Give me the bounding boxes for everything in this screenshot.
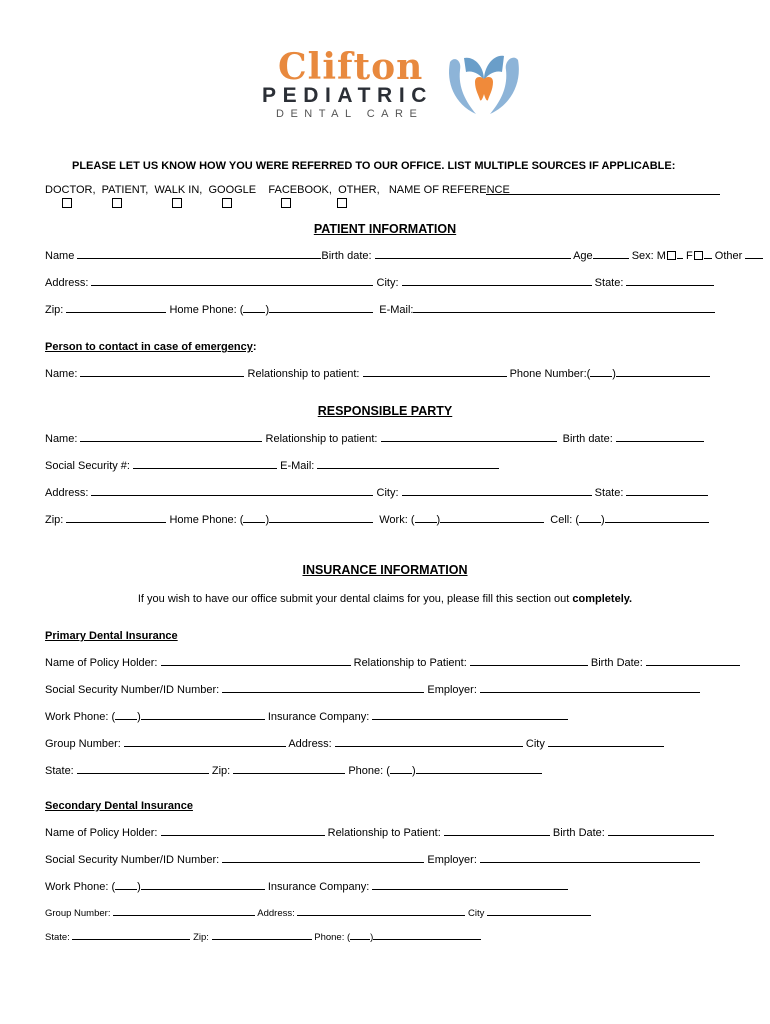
primary-employer-label: Employer: [427, 684, 477, 696]
referral-option-patient: PATIENT, [101, 184, 149, 196]
patient-age-field[interactable] [593, 248, 629, 259]
secondary-group-label: Group Number: [45, 908, 111, 919]
responsible-work-phone-field[interactable] [440, 512, 544, 523]
primary-phone-field[interactable] [416, 763, 542, 774]
patient-home-area-code-field[interactable] [243, 302, 265, 313]
primary-policy-holder-label: Name of Policy Holder: [45, 657, 158, 669]
primary-city-label: City [525, 738, 545, 750]
patient-row-3: Zip: Home Phone: ( ) E-Mail: [45, 302, 715, 317]
emergency-phone-field[interactable] [616, 366, 710, 377]
primary-area-code-field[interactable] [390, 763, 412, 774]
patient-state-field[interactable] [626, 275, 714, 286]
responsible-home-area-code-field[interactable] [243, 512, 265, 523]
responsible-zip-field[interactable] [66, 512, 166, 523]
secondary-phone-field[interactable] [373, 929, 481, 940]
secondary-employer-field[interactable] [480, 852, 700, 863]
responsible-city-label: City: [376, 487, 399, 499]
referral-options-row [45, 184, 510, 197]
responsible-cell-label: Cell: ( [550, 514, 580, 526]
secondary-policy-holder-label: Name of Policy Holder: [45, 827, 158, 839]
responsible-state-field[interactable] [626, 485, 708, 496]
responsible-work-label: Work: ( [379, 514, 415, 526]
secondary-birth-date-label: Birth Date: [552, 827, 605, 839]
hands-holding-tooth-icon [444, 52, 524, 118]
responsible-relationship-label: Relationship to patient: [265, 433, 378, 445]
responsible-row-3 [45, 485, 708, 500]
primary-birth-date-field[interactable] [646, 655, 740, 666]
patient-birth-date-label: Birth date: [321, 250, 372, 262]
primary-phone-label: Phone: ( [348, 765, 390, 777]
doctor-checkbox[interactable] [62, 198, 72, 208]
patient-city-field[interactable] [402, 275, 592, 286]
logo-dental-care-text: DENTAL CARE [276, 108, 424, 120]
responsible-relationship-field[interactable] [381, 431, 557, 442]
responsible-party-heading: RESPONSIBLE PARTY [317, 404, 453, 418]
primary-city-field[interactable] [548, 736, 664, 747]
secondary-address-field[interactable] [297, 905, 465, 916]
patient-name-field[interactable] [77, 248, 321, 259]
secondary-row-1 [45, 825, 714, 840]
secondary-relationship-field[interactable] [444, 825, 550, 836]
patient-state-label: State: [594, 277, 624, 289]
referral-option-doctor: DOCTOR, [45, 184, 96, 196]
primary-company-field[interactable] [372, 709, 568, 720]
secondary-city-label: City [468, 908, 485, 919]
reference-name-field[interactable] [486, 184, 720, 195]
insurance-note: If you wish to have our office submit your dental claims for you, please fill this section out completely. [137, 593, 633, 605]
patient-city-label: City: [376, 277, 399, 289]
google-checkbox[interactable] [222, 198, 232, 208]
secondary-area-code-field[interactable] [350, 929, 370, 940]
primary-employer-field[interactable] [480, 682, 700, 693]
responsible-row-4: Zip: Home Phone: ( ) Work: ( ) Cell: ( ) [45, 512, 709, 527]
secondary-ssn-label: Social Security Number/ID Number: [45, 854, 220, 866]
patient-email-label: E-Mail: [379, 304, 414, 316]
primary-address-field[interactable] [335, 736, 523, 747]
patient-row-1 [45, 248, 763, 263]
emergency-row: Name: Relationship to patient: Phone Number:( ) [45, 366, 710, 381]
responsible-ssn-label: Social Security #: [45, 460, 130, 472]
primary-policy-holder-field[interactable] [161, 655, 351, 666]
responsible-name-field[interactable] [80, 431, 262, 442]
secondary-policy-holder-field[interactable] [161, 825, 325, 836]
responsible-state-label: State: [594, 487, 624, 499]
secondary-employer-label: Employer: [427, 854, 477, 866]
responsible-row-2 [45, 458, 499, 473]
responsible-birth-date-field[interactable] [616, 431, 704, 442]
primary-birth-date-label: Birth Date: [590, 657, 643, 669]
patient-address-label: Address: [45, 277, 89, 289]
secondary-address-label: Address: [257, 908, 295, 919]
emergency-relationship-field[interactable] [363, 366, 507, 377]
primary-company-label: Insurance Company: [267, 711, 370, 723]
patient-home-phone-field[interactable] [269, 302, 373, 313]
secondary-work-phone-field[interactable] [141, 879, 265, 890]
responsible-ssn-field[interactable] [133, 458, 277, 469]
patient-row-2 [45, 275, 714, 290]
responsible-work-area-code-field[interactable] [415, 512, 437, 523]
primary-state-field[interactable] [77, 763, 209, 774]
patient-info-heading: PATIENT INFORMATION [313, 222, 457, 236]
primary-relationship-field[interactable] [470, 655, 588, 666]
secondary-zip-field[interactable] [212, 929, 312, 940]
responsible-email-field[interactable] [317, 458, 499, 469]
primary-zip-field[interactable] [233, 763, 345, 774]
secondary-relationship-label: Relationship to Patient: [327, 827, 441, 839]
emergency-heading-text: Person to contact in case of emergency [45, 341, 253, 353]
primary-ssn-field[interactable] [222, 682, 424, 693]
secondary-group-field[interactable] [113, 905, 255, 916]
secondary-zip-label: Zip: [193, 932, 209, 943]
referral-reference-label: NAME OF REFERENCE [388, 184, 510, 196]
patient-checkbox[interactable] [112, 198, 122, 208]
secondary-work-area-code-field[interactable] [115, 879, 137, 890]
primary-work-area-code-field[interactable] [115, 709, 137, 720]
emergency-relationship-label: Relationship to patient: [247, 368, 360, 380]
primary-insurance-heading: Primary Dental Insurance [45, 630, 178, 642]
patient-zip-field[interactable] [66, 302, 166, 313]
primary-state-label: State: [45, 765, 74, 777]
emergency-phone-label: Phone Number:( [509, 368, 591, 380]
primary-relationship-label: Relationship to Patient: [353, 657, 467, 669]
secondary-state-field[interactable] [72, 929, 190, 940]
responsible-name-label: Name: [45, 433, 78, 445]
referral-question: PLEASE LET US KNOW HOW YOU WERE REFERRED TO OUR OFFICE. LIST MULTIPLE SOURCES IF APPLICABLE: [72, 160, 676, 172]
emergency-area-code-field[interactable] [590, 366, 612, 377]
responsible-address-field[interactable] [91, 485, 373, 496]
referral-option-other: OTHER, [338, 184, 380, 196]
responsible-row-1 [45, 431, 704, 446]
sex-other-field[interactable] [745, 248, 763, 259]
secondary-insurance-heading: Secondary Dental Insurance [45, 800, 193, 812]
primary-row-2 [45, 682, 700, 697]
responsible-zip-label: Zip: [45, 514, 64, 526]
patient-email-field[interactable] [413, 302, 715, 313]
primary-row-4 [45, 736, 664, 751]
secondary-company-field[interactable] [372, 879, 568, 890]
primary-group-field[interactable] [124, 736, 286, 747]
secondary-work-phone-label: Work Phone: ( [45, 881, 116, 893]
responsible-cell-area-code-field[interactable] [579, 512, 601, 523]
clinic-logo [262, 46, 532, 126]
secondary-state-label: State: [45, 932, 70, 943]
secondary-row-3: Work Phone: ( ) Insurance Company: [45, 879, 568, 894]
logo-brand-text: Clifton [278, 46, 424, 88]
secondary-city-field[interactable] [487, 905, 591, 916]
primary-group-label: Group Number: [45, 738, 121, 750]
facebook-checkbox[interactable] [281, 198, 291, 208]
emergency-name-label: Name: [45, 368, 78, 380]
secondary-company-label: Insurance Company: [267, 881, 370, 893]
emergency-name-field[interactable] [80, 366, 244, 377]
primary-zip-label: Zip: [211, 765, 231, 777]
primary-row-3: Work Phone: ( ) Insurance Company: [45, 709, 568, 724]
primary-address-label: Address: [288, 738, 332, 750]
patient-age-label: Age [573, 250, 593, 262]
primary-work-phone-label: Work Phone: ( [45, 711, 116, 723]
primary-row-5: State: Zip: Phone: ( ) [45, 763, 542, 778]
sex-male-checkbox[interactable] [667, 251, 676, 260]
patient-home-phone-label: Home Phone: ( [169, 304, 244, 316]
primary-ssn-label: Social Security Number/ID Number: [45, 684, 220, 696]
secondary-ssn-field[interactable] [222, 852, 424, 863]
responsible-home-phone-label: Home Phone: ( [169, 514, 244, 526]
secondary-row-2 [45, 852, 700, 867]
responsible-city-field[interactable] [402, 485, 592, 496]
patient-zip-label: Zip: [45, 304, 64, 316]
patient-other-label: Other [714, 250, 743, 262]
logo-pediatric-text: PEDIATRIC [262, 84, 434, 107]
insurance-heading: INSURANCE INFORMATION [302, 563, 468, 577]
walk-in-checkbox[interactable] [172, 198, 182, 208]
patient-name-label: Name [45, 250, 75, 262]
responsible-email-label: E-Mail: [280, 460, 315, 472]
responsible-address-label: Address: [45, 487, 89, 499]
secondary-row-4 [45, 905, 591, 920]
patient-female-label: F [686, 250, 693, 262]
secondary-phone-label: Phone: ( [314, 932, 351, 943]
referral-option-walk-in: WALK IN, [154, 184, 203, 196]
emergency-heading: Person to contact in case of emergency: [45, 341, 257, 353]
sex-female-checkbox[interactable] [694, 251, 703, 260]
responsible-home-phone-field[interactable] [269, 512, 373, 523]
referral-option-facebook: FACEBOOK, [268, 184, 332, 196]
referral-option-google: GOOGLE [208, 184, 257, 196]
patient-address-field[interactable] [91, 275, 373, 286]
primary-work-phone-field[interactable] [141, 709, 265, 720]
secondary-row-5: State: Zip: Phone: ( ) [45, 929, 481, 944]
other-checkbox[interactable] [337, 198, 347, 208]
patient-birth-date-field[interactable] [375, 248, 571, 259]
patient-sex-label: Sex: M [631, 250, 666, 262]
responsible-birth-date-label: Birth date: [562, 433, 613, 445]
responsible-cell-phone-field[interactable] [605, 512, 709, 523]
primary-row-1 [45, 655, 740, 670]
secondary-birth-date-field[interactable] [608, 825, 714, 836]
